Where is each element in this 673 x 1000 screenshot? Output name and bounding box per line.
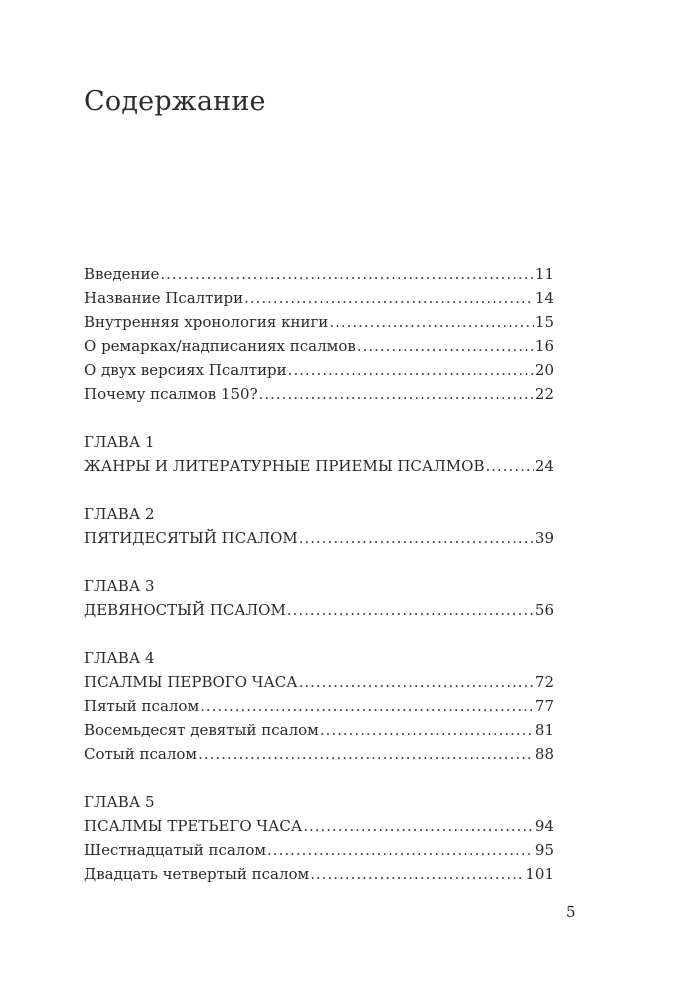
chapter-label: ГЛАВА 3 xyxy=(84,577,155,595)
toc-entry-page: 101 xyxy=(525,865,554,883)
toc-entry-page: 22 xyxy=(534,385,554,403)
toc-entry xyxy=(84,382,554,406)
toc-entry-title: Восемьдесят девятый псалом xyxy=(84,721,319,739)
toc-entry-page: 81 xyxy=(534,721,554,739)
toc-dot-leader xyxy=(198,742,534,766)
page-title: Содержание xyxy=(84,86,266,117)
toc-entry-page: 94 xyxy=(534,817,554,835)
toc-dot-leader xyxy=(329,310,534,334)
toc-entry-title: ПСАЛМЫ ТРЕТЬЕГО ЧАСА xyxy=(84,817,303,835)
toc-entry-page: 15 xyxy=(534,313,554,331)
table-of-contents xyxy=(84,262,554,886)
toc-entry xyxy=(84,310,554,334)
toc-entry-title: ПСАЛМЫ ПЕРВОГО ЧАСА xyxy=(84,673,298,691)
toc-entry xyxy=(84,286,554,310)
toc-entry-title: О двух версиях Псалтири xyxy=(84,361,287,379)
page-number: 5 xyxy=(566,903,576,921)
toc-entry xyxy=(84,334,554,358)
toc-entry-title: Почему псалмов 150? xyxy=(84,385,258,403)
toc-entry xyxy=(84,670,554,694)
toc-dot-leader xyxy=(299,670,534,694)
toc-entry-title: Пятый псалом xyxy=(84,697,200,715)
toc-entry-page: 56 xyxy=(534,601,554,619)
toc-dot-leader xyxy=(320,718,534,742)
toc-dot-leader xyxy=(267,838,534,862)
toc-dot-leader xyxy=(310,862,524,886)
chapter-label: ГЛАВА 4 xyxy=(84,649,155,667)
toc-entry xyxy=(84,838,554,862)
toc-entry xyxy=(84,718,554,742)
chapter-label: ГЛАВА 5 xyxy=(84,793,155,811)
toc-dot-leader xyxy=(244,286,534,310)
toc-entry-page: 88 xyxy=(534,745,554,763)
toc-dot-leader xyxy=(357,334,534,358)
toc-entry-title: О ремарках/надписаниях псалмов xyxy=(84,337,356,355)
toc-entry-page: 77 xyxy=(534,697,554,715)
toc-dot-leader xyxy=(259,382,534,406)
toc-entry xyxy=(84,694,554,718)
toc-entry-title: ПЯТИДЕСЯТЫЙ ПСАЛОМ xyxy=(84,529,298,547)
toc-entry-title: Название Псалтири xyxy=(84,289,244,307)
toc-entry-title: Внутренняя хронология книги xyxy=(84,313,329,331)
toc-dot-leader xyxy=(287,598,534,622)
toc-entry-page: 95 xyxy=(534,841,554,859)
toc-dot-leader xyxy=(160,262,534,286)
toc-dot-leader xyxy=(485,454,533,478)
toc-entry xyxy=(84,598,554,622)
toc-entry xyxy=(84,742,554,766)
toc-entry-title: Сотый псалом xyxy=(84,745,198,763)
toc-dot-leader xyxy=(288,358,534,382)
toc-entry xyxy=(84,814,554,838)
toc-entry-page: 20 xyxy=(534,361,554,379)
toc-entry xyxy=(84,862,554,886)
toc-dot-leader xyxy=(303,814,534,838)
toc-dot-leader xyxy=(200,694,534,718)
toc-dot-leader xyxy=(299,526,534,550)
toc-entry-page: 11 xyxy=(534,265,554,283)
toc-entry-title: Введение xyxy=(84,265,160,283)
toc-entry xyxy=(84,262,554,286)
toc-entry-page: 14 xyxy=(534,289,554,307)
toc-entry-page: 72 xyxy=(534,673,554,691)
toc-entry-title: Двадцать четвертый псалом xyxy=(84,865,310,883)
toc-entry-title: ДЕВЯНОСТЫЙ ПСАЛОМ xyxy=(84,601,286,619)
toc-entry xyxy=(84,526,554,550)
toc-entry-title: ЖАНРЫ И ЛИТЕРАТУРНЫЕ ПРИЕМЫ ПСАЛМОВ xyxy=(84,457,485,475)
chapter-label: ГЛАВА 1 xyxy=(84,433,155,451)
chapter-label: ГЛАВА 2 xyxy=(84,505,155,523)
toc-entry xyxy=(84,454,554,478)
toc-entry xyxy=(84,358,554,382)
toc-entry-page: 16 xyxy=(534,337,554,355)
toc-entry-page: 39 xyxy=(534,529,554,547)
toc-entry-page: 24 xyxy=(534,457,554,475)
toc-entry-title: Шестнадцатый псалом xyxy=(84,841,267,859)
